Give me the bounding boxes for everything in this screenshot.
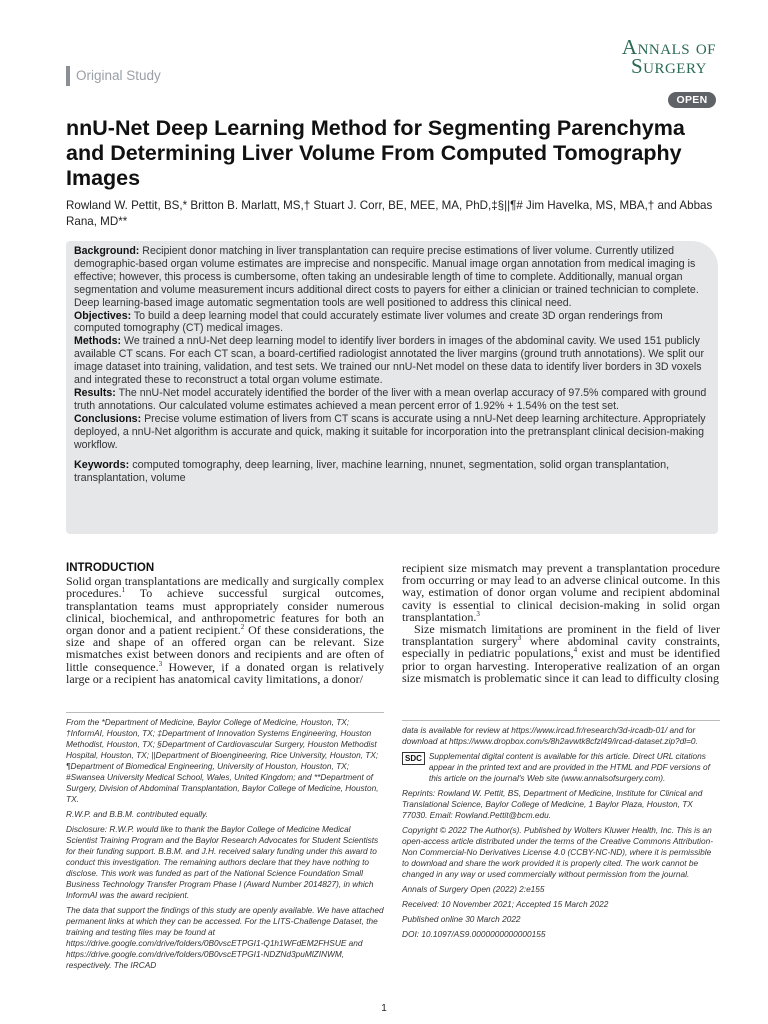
objectives-label: Objectives: — [74, 309, 132, 322]
author-list: Rowland W. Pettit, BS,* Britton B. Marlatt, MS,† Stuart J. Corr, BE, MEE, MA, PhD,‡§||¶# Jim Havelka, MS, MBA,† and Abbas Rana, MD** — [66, 199, 713, 228]
methods-label: Methods: — [74, 335, 122, 348]
copyright-note: Copyright © 2022 The Author(s). Published by Wolters Kluwer Health, Inc. This is an open-access article distributed under the terms of the Creative Commons Attribution-Non Commercial-No Derivatives License 4.0 (CCBY-NC-ND), where it is permissible to download and share the work provided it is properly cited. The work cannot be changed in any way or used commercially without permission from the journal. — [402, 825, 713, 879]
body-column-right — [402, 562, 720, 684]
page-number: 1 — [381, 1003, 387, 1014]
citation-note: Annals of Surgery Open (2022) 2:e155 — [402, 884, 545, 894]
text-run: Solid organ transplantations are medically and surgically complex procedures. — [66, 574, 384, 601]
affiliations-note: From the *Department of Medicine, Baylor College of Medicine, Houston, TX; †InformAI, Houston, TX; ‡Department of Innovation Systems Engineering, Houston Methodist, Houston, TX; §Department of Cardiovascular Surgery, Houston Methodist Hospital, Houston, TX; ||Department of Bioengineering, Rice University, Houston, TX; ¶Department of Biomedical Engineering, University of Houston, Houston, TX; #Swansea University Medical School, Wales, United Kingdom; and **Department of Surgery, Division of Abdominal Transplantation, Baylor College of Medicine, Houston, TX. — [66, 717, 379, 804]
footnotes-right — [402, 725, 720, 944]
doi-note: DOI: 10.1097/AS9.0000000000000155 — [402, 929, 546, 939]
footnote-rule-left — [66, 712, 384, 713]
footnotes-left — [66, 717, 384, 975]
sdc-note — [402, 751, 720, 784]
abstract-results — [74, 387, 710, 413]
results-text: The nnU-Net model accurately identified the border of the liver with a mean overlap accuracy of 97.5% compared with ground truth annotations. Our calculated volume estimates achieved a mean percent error of 1.92% + 1.54% on the test set. — [74, 386, 707, 412]
citation-ref: 3 — [476, 609, 480, 618]
intro-paragraph-3 — [402, 623, 720, 684]
sdc-text: Supplemental digital content is available for this article. Direct URL citations appear in the printed text and are provided in the HTML and PDF versions of this article on the journal's Web site (www.annalsofsurgery.com). — [428, 751, 710, 783]
text-run: exist and must be identified prior to organ harvesting. Interoperative realization of an organ size mismatch is problematic since it can lead to difficulty closing — [402, 646, 720, 685]
results-label: Results: — [74, 386, 116, 399]
intro-paragraph-2 — [402, 562, 720, 623]
citation-ref: 3 — [158, 659, 163, 668]
text-run: recipient size mismatch may prevent a transplantation procedure from occurring or may lead to an adverse clinical outcome. In this way, estimation of donor organ volume and recipient abdominal cavity is essential to clinical decision-making in solid organ transplantation. — [402, 561, 720, 624]
citation-ref: 1 — [121, 586, 126, 595]
objectives-text: To build a deep learning model that could accurately estimate liver volumes and create 3D organ renderings from computed tomography (CT) medical images. — [74, 309, 663, 335]
introduction-heading: INTRODUCTION — [66, 562, 155, 574]
background-text: Recipient donor matching in liver transplantation can require precise estimations of liver volume. Currently utilized demographic-based organ volume estimates are imprecise and nonspecific. Manual image organ annotation from medical imaging is effective; however, this process is cumbersome, often taking an undesirable length of time to complete. Additionally, manual organ segmentation and volume measurement incurs additional direct costs to payers for either a clinician or trained technician to complete. Deep learning-based image automatic segmentation tools are well positioned to address this clinical need. — [74, 245, 699, 309]
text-run: where abdominal cavity constraints, especially in pediatric populations, — [402, 634, 720, 661]
contribution-note: R.W.P. and B.B.M. contributed equally. — [66, 809, 208, 819]
keywords-text: computed tomography, deep learning, liver, machine learning, nnunet, segmentation, solid organ transplantation, transplantation, volume — [74, 458, 670, 484]
abstract-keywords — [74, 459, 710, 486]
methods-text: We trained a nnU-Net deep learning model to identify liver borders in images of the abdominal cavity. We used 151 publicly available CT scans. For each CT scan, a board-certified radiologist annotated the liver margins (ground truth annotations). We split our image dataset into training, validation, and test sets. We trained our nnU-Net model on these data to identify liver borders in 3D voxels and integrated these to reconstruct a total organ volume estimate. — [74, 335, 705, 387]
citation-ref: 4 — [573, 646, 578, 655]
body-column-left — [66, 562, 384, 685]
footnote-rule-right — [402, 720, 720, 721]
text-run: However, if a donated organ is relatively large or a recipient has anatomical cavity limitations, a donor/ — [66, 659, 385, 686]
open-access-badge: OPEN — [668, 92, 716, 108]
abstract-background — [74, 245, 710, 310]
conclusions-text: Precise volume estimation of livers from CT scans is accurate using a nnU-Net deep learning architecture. Appropriately deployed, a nnU-Net algorithm is accurate and quick, making it suitable for incorporation into the pretransplant clinical decision-making workflow. — [74, 412, 706, 451]
published-note: Published online 30 March 2022 — [402, 914, 521, 924]
text-run: Size mismatch limitations are prominent in the field of liver transplantation surgery — [402, 622, 720, 649]
reprints-note: Reprints: Rowland W. Pettit, BS, Department of Medicine, Institute for Clinical and Translational Science, Baylor College of Medicine, 1 Baylor Plaza, Houston, TX 77030. Email: Rowland.Pettit@bcm.edu. — [402, 788, 703, 820]
abstract-objectives — [74, 310, 710, 336]
disclosure-note: Disclosure: R.W.P. would like to thank the Baylor College of Medicine Medical Scientist Training Program and the Baylor Research Advocates for Student Scientists for their funding support. B.B.M. and J.H. received salary funding under this award to conduct this investigation. The remaining authors declare that they have nothing to disclose. This work was funded as part of the National Science Foundation Small Business Technology Transfer Program Phase I (Award Number 2014827), in which InformAI was the award recipient. — [66, 824, 379, 900]
text-run: To achieve successful surgical outcomes, transplantation teams must appropriately consider numerous clinical, biochemical, and anthropometric features for both an organ donor and a patient recipient. — [66, 586, 384, 638]
citation-ref: 2 — [240, 623, 245, 632]
citation-ref: 3 — [517, 634, 522, 643]
abstract-box — [66, 241, 718, 534]
article-title: nnU-Net Deep Learning Method for Segmenting Parenchyma and Determining Liver Volume From Computed Tomography Images — [66, 116, 685, 190]
received-note: Received: 10 November 2021; Accepted 15 March 2022 — [402, 899, 609, 909]
journal-logo — [621, 35, 716, 79]
intro-paragraph-1 — [66, 575, 384, 685]
abstract-conclusions — [74, 413, 710, 452]
journal-name-line2: Surgery — [630, 54, 707, 79]
data-availability-cont: data is available for review at https://www.ircad.fr/research/3d-ircadb-01/ and for download at https://www.dropbox.com/s/8h2avwtk8cfzl49/ircad-dataset.zip?dl=0. — [402, 725, 698, 746]
sdc-icon: SDC — [402, 752, 425, 765]
section-tag: Original Study — [66, 66, 161, 86]
data-availability-note: The data that support the findings of this study are openly available. We have attached permanent links at which they can be accessed. For the LITS-Challenge Dataset, the training and testing files may be found at https://drive.google.com/drive/folders/0B0vscETPGI1-Q1h1WFdEM2FHSUE and https://drive.google.com/drive/folders/0B0vscETPGI1-NDZNd3puMlZINWM, respectively. The IRCAD — [66, 905, 384, 970]
journal-name-line1: Annals of — [621, 35, 716, 59]
conclusions-label: Conclusions: — [74, 412, 142, 425]
keywords-label: Keywords: — [74, 458, 130, 471]
text-run: Of these considerations, the size and shape of an offered organ can be relevant. Size mismatches exist between donors and recipients and are often of little consequence. — [66, 623, 385, 674]
background-label: Background: — [74, 245, 140, 257]
abstract-methods — [74, 335, 710, 387]
